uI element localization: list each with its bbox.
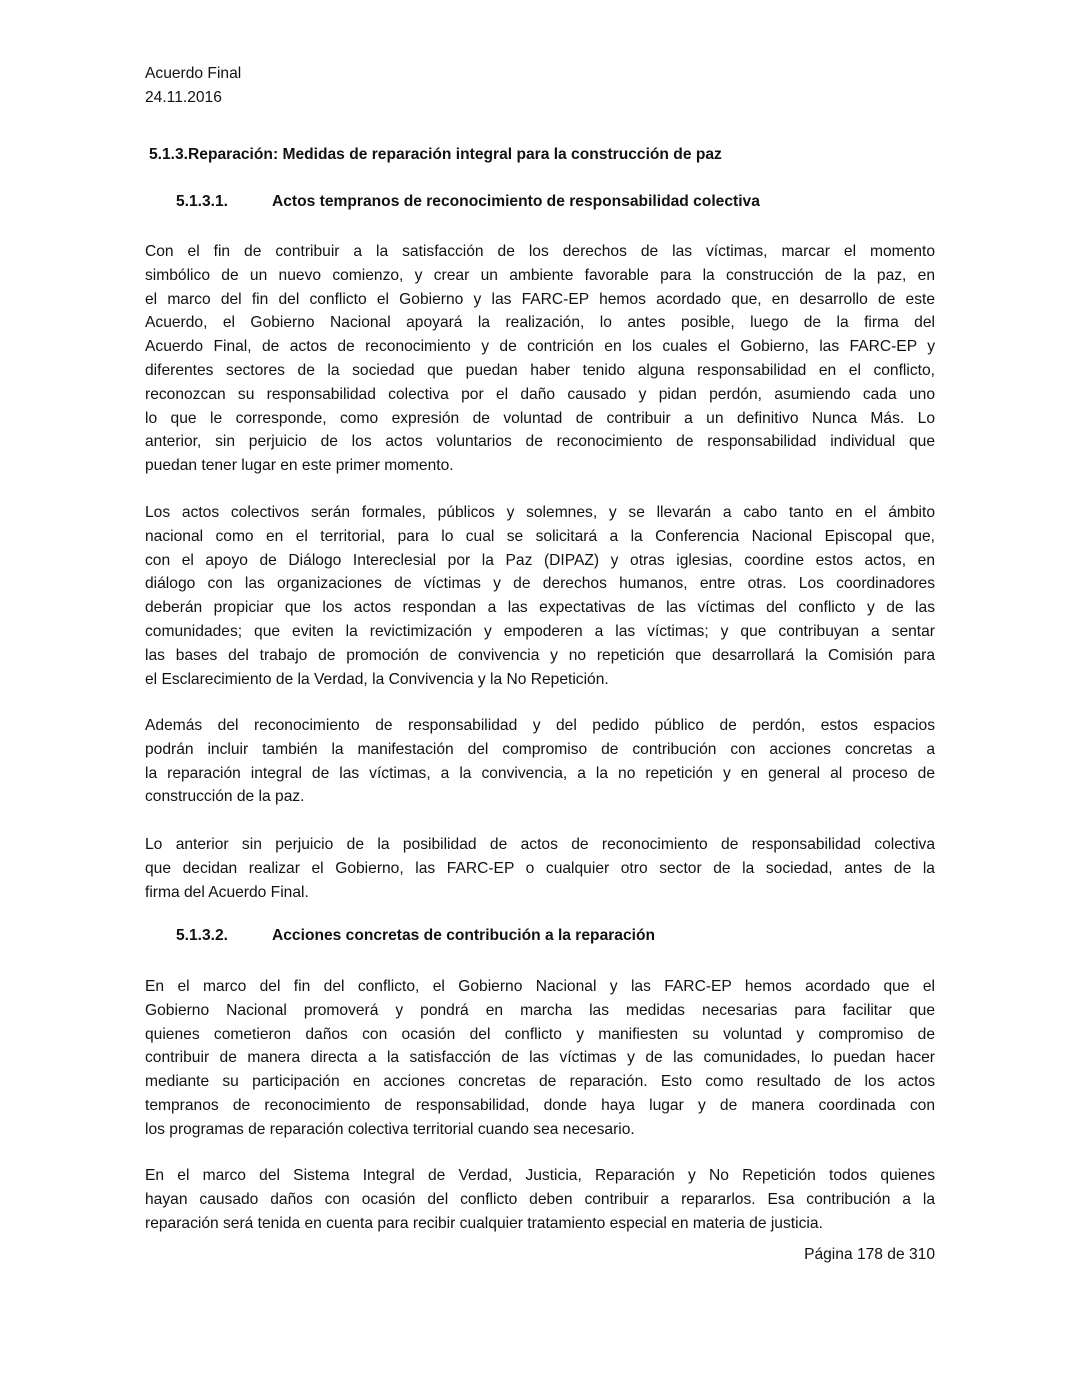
paragraph-line: reconozcan su responsabilidad colectiva por el daño causado y pidan perdón, asumiendo cada uno [145,385,935,403]
paragraph-line: En el marco del fin del conflicto, el Gobierno Nacional y las FARC-EP hemos acordado que el [145,978,935,995]
subsection-number-2: 5.1.3.2. [176,927,229,944]
paragraph-line: mediante su participación en acciones concretas de reparación. Esto como resultado de los actos [145,1073,935,1091]
paragraph [145,240,935,478]
paragraph-line: Los actos colectivos serán formales, públicos y solemnes, y se llevarán a cabo tanto en el ámbito [145,504,935,521]
paragraph [145,501,935,691]
paragraph-line: tempranos de reconocimiento de responsabilidad, donde haya lugar y de manera coordinada con [145,1096,935,1114]
paragraph-line: Con el fin de contribuir a la satisfacción de los derechos de las víctimas, marcar el momento [145,243,935,260]
paragraph-line: comunidades; que eviten la revictimización y empoderen a las víctimas; y que contribuyan a sentar [145,622,935,640]
document-date: 24.11.2016 [145,89,222,106]
paragraph-line: con el apoyo de Diálogo Intereclesial por la Paz (DIPAZ) y otras iglesias, coordine estos actos, en [145,551,935,569]
paragraph-line: Además del reconocimiento de responsabilidad y del pedido público de perdón, estos espacios [145,717,935,734]
page-number: Página 178 de 310 [804,1246,935,1263]
paragraph-line: construcción de la paz. [145,788,305,806]
paragraph-line: el Esclarecimiento de la Verdad, la Convivencia y la No Repetición. [145,670,609,688]
paragraph-line: Acuerdo Final, de actos de reconocimiento y de contrición en los cuales el Gobierno, las FARC-EP y [145,338,935,356]
paragraph-line: anterior, sin perjuicio de los actos voluntarios de reconocimiento de responsabilidad individual que [145,433,935,451]
paragraph-line: reparación será tenida en cuenta para recibir cualquier tratamiento especial en materia de justicia. [145,1214,823,1232]
paragraph-line: hayan causado daños con ocasión del conflicto deben contribuir a repararlos. Esa contribución a la [145,1190,935,1208]
paragraph-line: que decidan realizar el Gobierno, las FARC-EP o cualquier otro sector de la sociedad, antes de la [145,859,935,877]
paragraph-line: Acuerdo, el Gobierno Nacional apoyará la realización, lo antes posible, luego de la firma del [145,314,935,332]
paragraph-line: puedan tener lugar en este primer momento. [145,457,454,475]
paragraph-line: podrán incluir también la manifestación del compromiso de contribución con acciones concretas a [145,740,935,758]
paragraph [145,714,935,809]
section-title: Reparación: Medidas de reparación integral para la construcción de paz [188,146,722,163]
subsection-number-1: 5.1.3.1. [176,193,229,210]
paragraph-line: las bases del trabajo de promoción de convivencia y no repetición que desarrollará la Comisión para [145,646,935,664]
paragraph-line: quienes cometieron daños con ocasión del conflicto y manifiesten su voluntad y compromiso de [145,1025,935,1043]
paragraph-line: los programas de reparación colectiva territorial cuando sea necesario. [145,1120,635,1138]
paragraph-line: En el marco del Sistema Integral de Verdad, Justicia, Reparación y No Repetición todos quienes [145,1167,935,1184]
paragraph-line: la reparación integral de las víctimas, a la convivencia, a la no repetición y en general al proceso de [145,764,935,782]
paragraph-line: deberán propiciar que los actos respondan a las expectativas de las víctimas del conflicto y de las [145,599,935,617]
paragraph [145,1164,935,1235]
subsection-title-2: Acciones concretas de contribución a la reparación [272,927,656,944]
paragraph [145,975,935,1142]
paragraph-line: simbólico de un nuevo comienzo, y crear un ambiente favorable para la construcción de la paz, en [145,266,935,284]
paragraph-line: contribuir de manera directa a la satisfacción de las víctimas y de las comunidades, lo puedan hacer [145,1049,935,1067]
paragraph [145,833,935,904]
paragraph-line: diferentes sectores de la sociedad que puedan haber tenido alguna responsabilidad en el conflicto, [145,361,935,379]
paragraph-line: firma del Acuerdo Final. [145,883,309,901]
paragraph-line: nacional como en el territorial, para lo cual se solicitará a la Conferencia Nacional Episcopal que, [145,527,935,545]
section-heading [149,146,722,164]
paragraph-line: Lo anterior sin perjuicio de la posibilidad de actos de reconocimiento de responsabilidad colectiva [145,836,935,853]
section-number: 5.1.3. [149,146,189,163]
paragraph-line: Gobierno Nacional promoverá y pondrá en marcha las medidas necesarias para facilitar que [145,1001,935,1019]
paragraph-line: lo que le corresponde, como expresión de voluntad de contribuir a un definitivo Nunca Más. Lo [145,409,935,427]
document-title: Acuerdo Final [145,65,242,82]
paragraph-line: el marco del fin del conflicto el Gobierno y las FARC-EP hemos acordado que, en desarrollo de este [145,290,935,308]
paragraph-line: diálogo con las organizaciones de víctimas y de derechos humanos, entre otras. Los coordinadores [145,575,935,593]
subsection-title-1: Actos tempranos de reconocimiento de responsabilidad colectiva [272,193,760,210]
